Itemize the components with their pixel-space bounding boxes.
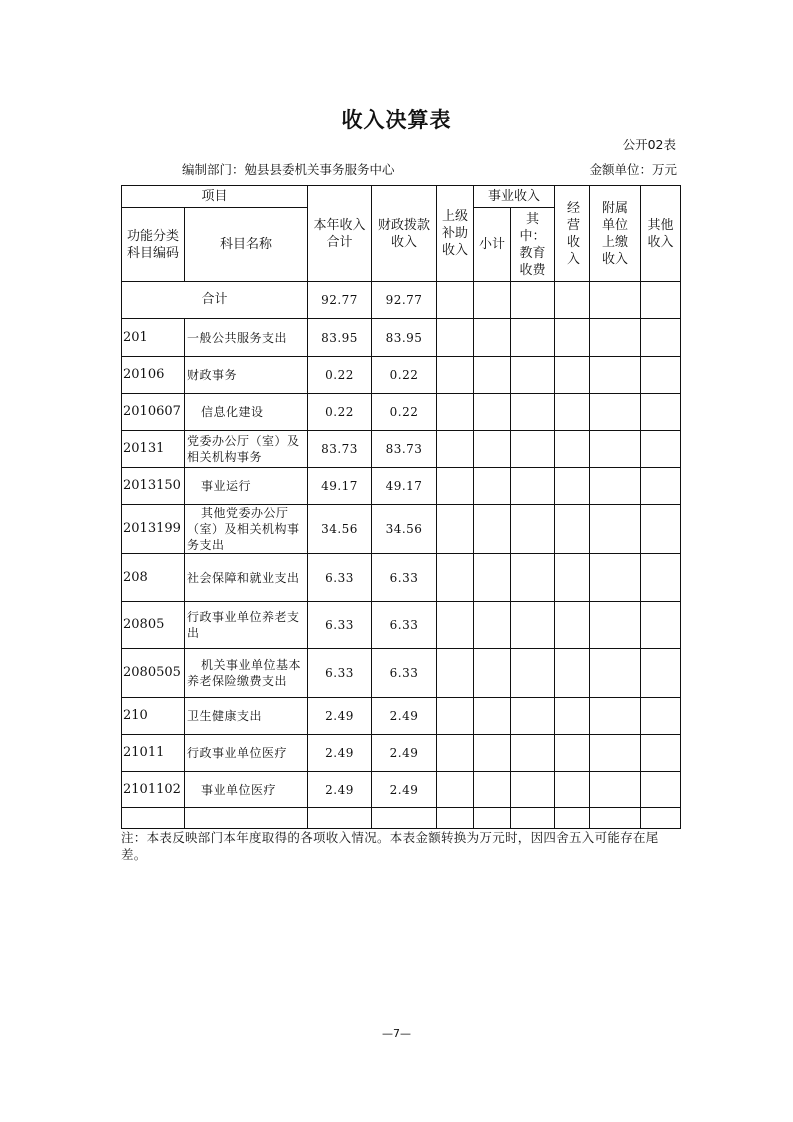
empty-cell bbox=[555, 772, 590, 808]
code-cell: 20106 bbox=[122, 357, 185, 394]
empty-cell bbox=[474, 735, 511, 772]
empty-cell bbox=[590, 735, 641, 772]
total-income-cell: 2.49 bbox=[308, 698, 372, 735]
empty-cell bbox=[641, 602, 681, 649]
table-row bbox=[122, 357, 681, 394]
empty-cell bbox=[437, 431, 474, 468]
name-cell: 事业单位医疗 bbox=[185, 772, 308, 808]
income-table bbox=[121, 185, 681, 829]
total-income-cell: 34.56 bbox=[308, 505, 372, 554]
empty-cell bbox=[511, 772, 555, 808]
empty-cell bbox=[474, 808, 511, 829]
empty-cell bbox=[590, 319, 641, 357]
empty-cell bbox=[511, 394, 555, 431]
empty-cell bbox=[511, 698, 555, 735]
fiscal-appropriation-cell: 92.77 bbox=[372, 282, 437, 319]
empty-cell bbox=[511, 357, 555, 394]
code-cell: 21011 bbox=[122, 735, 185, 772]
total-income-cell: 6.33 bbox=[308, 554, 372, 602]
fiscal-appropriation-cell: 0.22 bbox=[372, 357, 437, 394]
empty-cell bbox=[474, 772, 511, 808]
empty-cell bbox=[437, 735, 474, 772]
empty-cell bbox=[437, 468, 474, 505]
empty-cell bbox=[641, 468, 681, 505]
empty-cell bbox=[641, 282, 681, 319]
empty-cell bbox=[474, 649, 511, 698]
fiscal-appropriation-cell: 2.49 bbox=[372, 735, 437, 772]
empty-cell bbox=[590, 554, 641, 602]
code-cell: 2013199 bbox=[122, 505, 185, 554]
total-income-cell: 92.77 bbox=[308, 282, 372, 319]
empty-cell bbox=[590, 468, 641, 505]
empty-cell bbox=[641, 649, 681, 698]
name-cell: 党委办公厅（室）及相关机构事务 bbox=[185, 431, 308, 468]
page-number: —7— bbox=[382, 1027, 411, 1040]
empty-cell bbox=[474, 468, 511, 505]
empty-cell bbox=[474, 554, 511, 602]
empty-cell bbox=[511, 505, 555, 554]
empty-cell bbox=[641, 319, 681, 357]
empty-cell bbox=[641, 735, 681, 772]
empty-cell bbox=[437, 602, 474, 649]
table-row bbox=[122, 554, 681, 602]
table-row bbox=[122, 698, 681, 735]
total-row bbox=[122, 282, 681, 319]
empty-cell bbox=[474, 698, 511, 735]
table-row bbox=[122, 772, 681, 808]
empty-cell bbox=[555, 431, 590, 468]
empty-cell bbox=[474, 282, 511, 319]
empty-cell bbox=[590, 505, 641, 554]
fiscal-appropriation-cell: 83.95 bbox=[372, 319, 437, 357]
empty-cell bbox=[555, 602, 590, 649]
header-total-income: 本年收入合计 bbox=[308, 186, 372, 282]
empty-cell bbox=[511, 649, 555, 698]
empty-cell bbox=[511, 431, 555, 468]
code-cell: 2080505 bbox=[122, 649, 185, 698]
fiscal-appropriation-cell: 2.49 bbox=[372, 698, 437, 735]
department-label: 编制部门：勉县县委机关事务服务中心 bbox=[182, 162, 395, 177]
table-row bbox=[122, 735, 681, 772]
header-other-income: 其他收入 bbox=[641, 186, 681, 282]
empty-cell bbox=[437, 808, 474, 829]
header-affiliated-unit-income: 附属单位上缴收入 bbox=[590, 186, 641, 282]
name-cell: 机关事业单位基本养老保险缴费支出 bbox=[185, 649, 308, 698]
name-cell: 行政事业单位医疗 bbox=[185, 735, 308, 772]
empty-cell bbox=[555, 319, 590, 357]
code-cell: 210 bbox=[122, 698, 185, 735]
empty-cell bbox=[474, 357, 511, 394]
fiscal-appropriation-cell: 0.22 bbox=[372, 394, 437, 431]
empty-cell bbox=[555, 554, 590, 602]
empty-cell bbox=[590, 394, 641, 431]
total-income-cell: 83.73 bbox=[308, 431, 372, 468]
code-cell: 2010607 bbox=[122, 394, 185, 431]
code-cell: 2013150 bbox=[122, 468, 185, 505]
header-superior-subsidy: 上级补助收入 bbox=[437, 186, 474, 282]
empty-cell bbox=[641, 394, 681, 431]
table-row bbox=[122, 808, 681, 829]
empty-cell bbox=[511, 808, 555, 829]
code-cell: 2101102 bbox=[122, 772, 185, 808]
empty-cell bbox=[641, 505, 681, 554]
total-income-cell: 6.33 bbox=[308, 602, 372, 649]
code-cell: 201 bbox=[122, 319, 185, 357]
empty-cell bbox=[474, 602, 511, 649]
empty-cell bbox=[511, 319, 555, 357]
page-title: 收入决算表 bbox=[341, 108, 452, 132]
name-cell: 行政事业单位养老支出 bbox=[185, 602, 308, 649]
header-operating-income: 经营收入 bbox=[555, 186, 590, 282]
empty-cell bbox=[555, 698, 590, 735]
empty-cell bbox=[437, 282, 474, 319]
header-education-fee: 其中：教育收费 bbox=[511, 208, 555, 282]
header-business-income-group: 事业收入 bbox=[474, 186, 555, 208]
header-name: 科目名称 bbox=[185, 208, 308, 282]
empty-cell bbox=[474, 319, 511, 357]
empty-cell bbox=[555, 357, 590, 394]
table-row bbox=[122, 431, 681, 468]
empty-cell bbox=[555, 394, 590, 431]
fiscal-appropriation-cell: 6.33 bbox=[372, 554, 437, 602]
table-row bbox=[122, 468, 681, 505]
table-row bbox=[122, 602, 681, 649]
empty-cell bbox=[590, 698, 641, 735]
fiscal-appropriation-cell: 2.49 bbox=[372, 772, 437, 808]
name-cell: 事业运行 bbox=[185, 468, 308, 505]
name-cell bbox=[185, 808, 308, 829]
empty-cell bbox=[474, 394, 511, 431]
total-income-cell: 2.49 bbox=[308, 772, 372, 808]
table-row bbox=[122, 505, 681, 554]
fiscal-appropriation-cell bbox=[372, 808, 437, 829]
empty-cell bbox=[641, 698, 681, 735]
empty-cell bbox=[555, 649, 590, 698]
total-income-cell bbox=[308, 808, 372, 829]
empty-cell bbox=[437, 394, 474, 431]
form-number: 公开02表 bbox=[622, 137, 676, 152]
footnote: 注：本表反映部门本年度取得的各项收入情况。本表金额转换为万元时，因四舍五入可能存在尾差。 bbox=[121, 830, 659, 862]
total-income-cell: 6.33 bbox=[308, 649, 372, 698]
empty-cell bbox=[641, 772, 681, 808]
empty-cell bbox=[437, 772, 474, 808]
total-label: 合计 bbox=[122, 282, 308, 319]
total-income-cell: 2.49 bbox=[308, 735, 372, 772]
empty-cell bbox=[511, 554, 555, 602]
empty-cell bbox=[590, 808, 641, 829]
unit-label: 金额单位：万元 bbox=[589, 162, 677, 177]
empty-cell bbox=[590, 357, 641, 394]
header-business-subtotal: 小计 bbox=[474, 208, 511, 282]
empty-cell bbox=[437, 319, 474, 357]
empty-cell bbox=[641, 357, 681, 394]
empty-cell bbox=[437, 698, 474, 735]
name-cell: 其他党委办公厅（室）及相关机构事务支出 bbox=[185, 505, 308, 554]
empty-cell bbox=[511, 468, 555, 505]
empty-cell bbox=[511, 282, 555, 319]
code-cell: 20131 bbox=[122, 431, 185, 468]
name-cell: 卫生健康支出 bbox=[185, 698, 308, 735]
empty-cell bbox=[590, 602, 641, 649]
total-income-cell: 49.17 bbox=[308, 468, 372, 505]
table-row bbox=[122, 319, 681, 357]
table-row bbox=[122, 649, 681, 698]
empty-cell bbox=[590, 649, 641, 698]
empty-cell bbox=[511, 602, 555, 649]
empty-cell bbox=[641, 431, 681, 468]
empty-cell bbox=[590, 431, 641, 468]
empty-cell bbox=[555, 735, 590, 772]
empty-cell bbox=[555, 505, 590, 554]
empty-cell bbox=[474, 431, 511, 468]
name-cell: 社会保障和就业支出 bbox=[185, 554, 308, 602]
empty-cell bbox=[474, 505, 511, 554]
total-income-cell: 83.95 bbox=[308, 319, 372, 357]
fiscal-appropriation-cell: 6.33 bbox=[372, 602, 437, 649]
code-cell: 20805 bbox=[122, 602, 185, 649]
empty-cell bbox=[437, 554, 474, 602]
name-cell: 信息化建设 bbox=[185, 394, 308, 431]
header-fiscal-appropriation: 财政拨款收入 bbox=[372, 186, 437, 282]
empty-cell bbox=[590, 772, 641, 808]
empty-cell bbox=[437, 649, 474, 698]
header-code: 功能分类科目编码 bbox=[122, 208, 185, 282]
empty-cell bbox=[437, 357, 474, 394]
name-cell: 一般公共服务支出 bbox=[185, 319, 308, 357]
total-income-cell: 0.22 bbox=[308, 357, 372, 394]
empty-cell bbox=[590, 282, 641, 319]
total-income-cell: 0.22 bbox=[308, 394, 372, 431]
header-item-group: 项目 bbox=[122, 186, 308, 208]
empty-cell bbox=[555, 282, 590, 319]
empty-cell bbox=[437, 505, 474, 554]
code-cell: 208 bbox=[122, 554, 185, 602]
fiscal-appropriation-cell: 6.33 bbox=[372, 649, 437, 698]
name-cell: 财政事务 bbox=[185, 357, 308, 394]
code-cell bbox=[122, 808, 185, 829]
empty-cell bbox=[555, 468, 590, 505]
empty-cell bbox=[555, 808, 590, 829]
fiscal-appropriation-cell: 49.17 bbox=[372, 468, 437, 505]
fiscal-appropriation-cell: 83.73 bbox=[372, 431, 437, 468]
empty-cell bbox=[511, 735, 555, 772]
empty-cell bbox=[641, 808, 681, 829]
fiscal-appropriation-cell: 34.56 bbox=[372, 505, 437, 554]
empty-cell bbox=[641, 554, 681, 602]
table-row bbox=[122, 394, 681, 431]
